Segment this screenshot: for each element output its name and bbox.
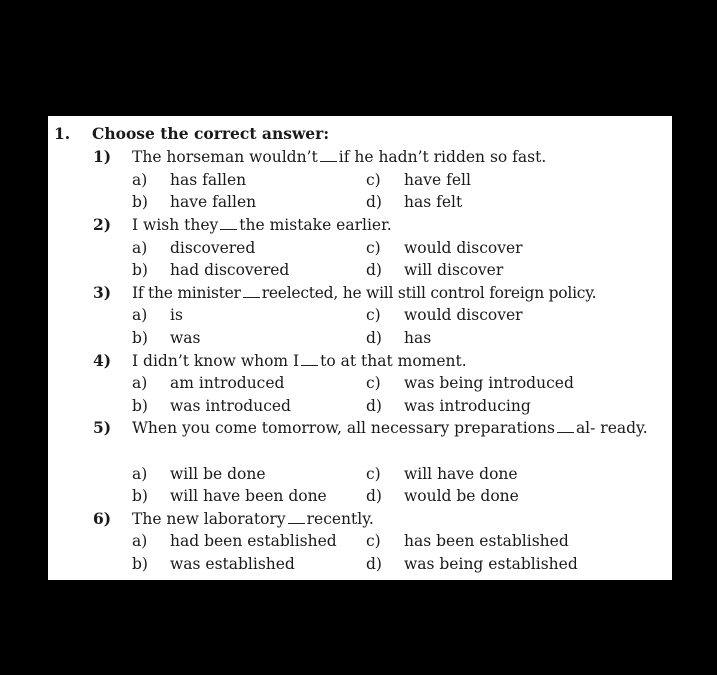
option-text: would discover	[404, 238, 523, 257]
option-b	[132, 395, 291, 418]
option-letter: d)	[366, 487, 382, 506]
question-text-before: When you come tomorrow, all necessary preparations	[132, 419, 555, 438]
question-text-after: recently.	[306, 509, 374, 528]
option-b	[132, 485, 327, 508]
option-row	[54, 237, 662, 260]
option-a	[132, 463, 266, 486]
option-a	[132, 169, 246, 192]
option-c	[366, 237, 523, 260]
option-b	[132, 191, 256, 214]
option-text: was being established	[404, 554, 578, 573]
option-a	[132, 304, 183, 327]
option-letter: c)	[366, 238, 381, 257]
option-d	[366, 191, 462, 214]
option-d	[366, 259, 503, 282]
option-text: am introduced	[170, 374, 285, 393]
option-text: has felt	[404, 193, 463, 212]
option-row	[54, 372, 662, 395]
option-row	[54, 463, 662, 486]
option-a	[132, 372, 284, 395]
question-text-before: If the minister	[132, 283, 241, 302]
answer-blank	[320, 149, 337, 162]
option-text: was being introduced	[404, 374, 574, 393]
option-letter: b)	[132, 261, 148, 280]
answer-blank	[301, 353, 318, 366]
question-number: 3)	[93, 282, 112, 302]
option-text: has fallen	[170, 170, 247, 189]
option-c	[366, 304, 523, 327]
option-text: has been established	[404, 532, 569, 551]
option-letter: b)	[132, 487, 148, 506]
question-text-before: I didn’t know whom I	[132, 351, 300, 370]
option-text: was introduced	[170, 396, 291, 415]
question-text-before: I wish they	[132, 215, 219, 234]
question-text-after: reelected, he will still control foreign policy.	[261, 283, 597, 302]
option-text: have fell	[404, 170, 471, 189]
question-text	[132, 214, 662, 237]
question-number: 4)	[93, 350, 112, 370]
worksheet-page	[48, 116, 672, 580]
option-text: has	[404, 328, 432, 347]
option-text: was established	[170, 554, 295, 573]
option-a	[132, 237, 255, 260]
option-letter: d)	[366, 554, 382, 573]
option-row	[54, 485, 662, 508]
option-row	[54, 530, 662, 553]
option-letter: d)	[366, 261, 382, 280]
answer-blank	[557, 420, 574, 433]
option-letter: d)	[366, 193, 382, 212]
exercise-header	[54, 123, 662, 146]
option-row	[54, 304, 662, 327]
option-letter: c)	[366, 374, 381, 393]
question-text-before: The horseman wouldn’t	[132, 148, 318, 167]
option-text: had discovered	[170, 261, 290, 280]
question-text	[132, 508, 662, 531]
option-d	[366, 327, 431, 350]
question-3	[54, 282, 662, 305]
option-letter: a)	[132, 238, 148, 257]
option-c	[366, 530, 569, 553]
option-text: will discover	[404, 261, 504, 280]
option-letter: b)	[132, 193, 148, 212]
option-b	[132, 553, 295, 576]
option-row	[54, 259, 662, 282]
exercise-instruction: Choose the correct answer:	[92, 124, 330, 143]
option-letter: d)	[366, 396, 382, 415]
exercise-number: 1.	[54, 124, 71, 143]
question-number: 6)	[93, 508, 112, 528]
option-c	[366, 169, 471, 192]
option-a	[132, 530, 337, 553]
question-text	[132, 350, 662, 373]
option-text: will have done	[404, 464, 518, 483]
option-row	[54, 395, 662, 418]
option-d	[366, 485, 519, 508]
option-letter: a)	[132, 374, 148, 393]
option-letter: d)	[366, 328, 382, 347]
question-1	[54, 146, 662, 169]
option-letter: c)	[366, 532, 381, 551]
option-text: would be done	[404, 487, 519, 506]
question-text-after: if he hadn’t ridden so fast.	[338, 148, 547, 167]
question-2	[54, 214, 662, 237]
option-letter: a)	[132, 170, 148, 189]
option-letter: a)	[132, 532, 148, 551]
question-text	[132, 282, 662, 305]
question-4	[54, 350, 662, 373]
option-letter: c)	[366, 306, 381, 325]
option-b	[132, 327, 200, 350]
question-5	[54, 417, 662, 462]
answer-blank	[288, 511, 305, 524]
option-row	[54, 553, 662, 576]
option-d	[366, 395, 531, 418]
question-text	[132, 417, 662, 440]
option-text: had been established	[170, 532, 337, 551]
option-letter: b)	[132, 328, 148, 347]
option-row	[54, 191, 662, 214]
option-b	[132, 259, 289, 282]
option-letter: a)	[132, 464, 148, 483]
option-c	[366, 372, 574, 395]
question-text-before: The new laboratory	[132, 509, 286, 528]
question-text-after: al- ready.	[575, 419, 648, 438]
option-text: will have been done	[170, 487, 327, 506]
question-text-after: to at that moment.	[320, 351, 467, 370]
option-text: will be done	[170, 464, 266, 483]
question-text-after: the mistake earlier.	[239, 215, 392, 234]
option-text: discovered	[170, 238, 256, 257]
option-text: is	[170, 306, 183, 325]
option-letter: c)	[366, 464, 381, 483]
question-6	[54, 508, 662, 531]
option-text: was introducing	[404, 396, 531, 415]
question-number: 2)	[93, 214, 112, 234]
option-text: would discover	[404, 306, 523, 325]
option-letter: b)	[132, 554, 148, 573]
option-letter: c)	[366, 170, 381, 189]
question-text	[132, 146, 662, 169]
question-number: 5)	[93, 418, 112, 438]
option-c	[366, 463, 518, 486]
option-row	[54, 327, 662, 350]
option-letter: a)	[132, 306, 148, 325]
question-number: 1)	[93, 147, 112, 167]
answer-blank	[220, 217, 237, 230]
option-letter: b)	[132, 396, 148, 415]
option-d	[366, 553, 578, 576]
option-text: was	[170, 328, 201, 347]
answer-blank	[243, 285, 260, 298]
option-row	[54, 169, 662, 192]
option-text: have fallen	[170, 193, 257, 212]
